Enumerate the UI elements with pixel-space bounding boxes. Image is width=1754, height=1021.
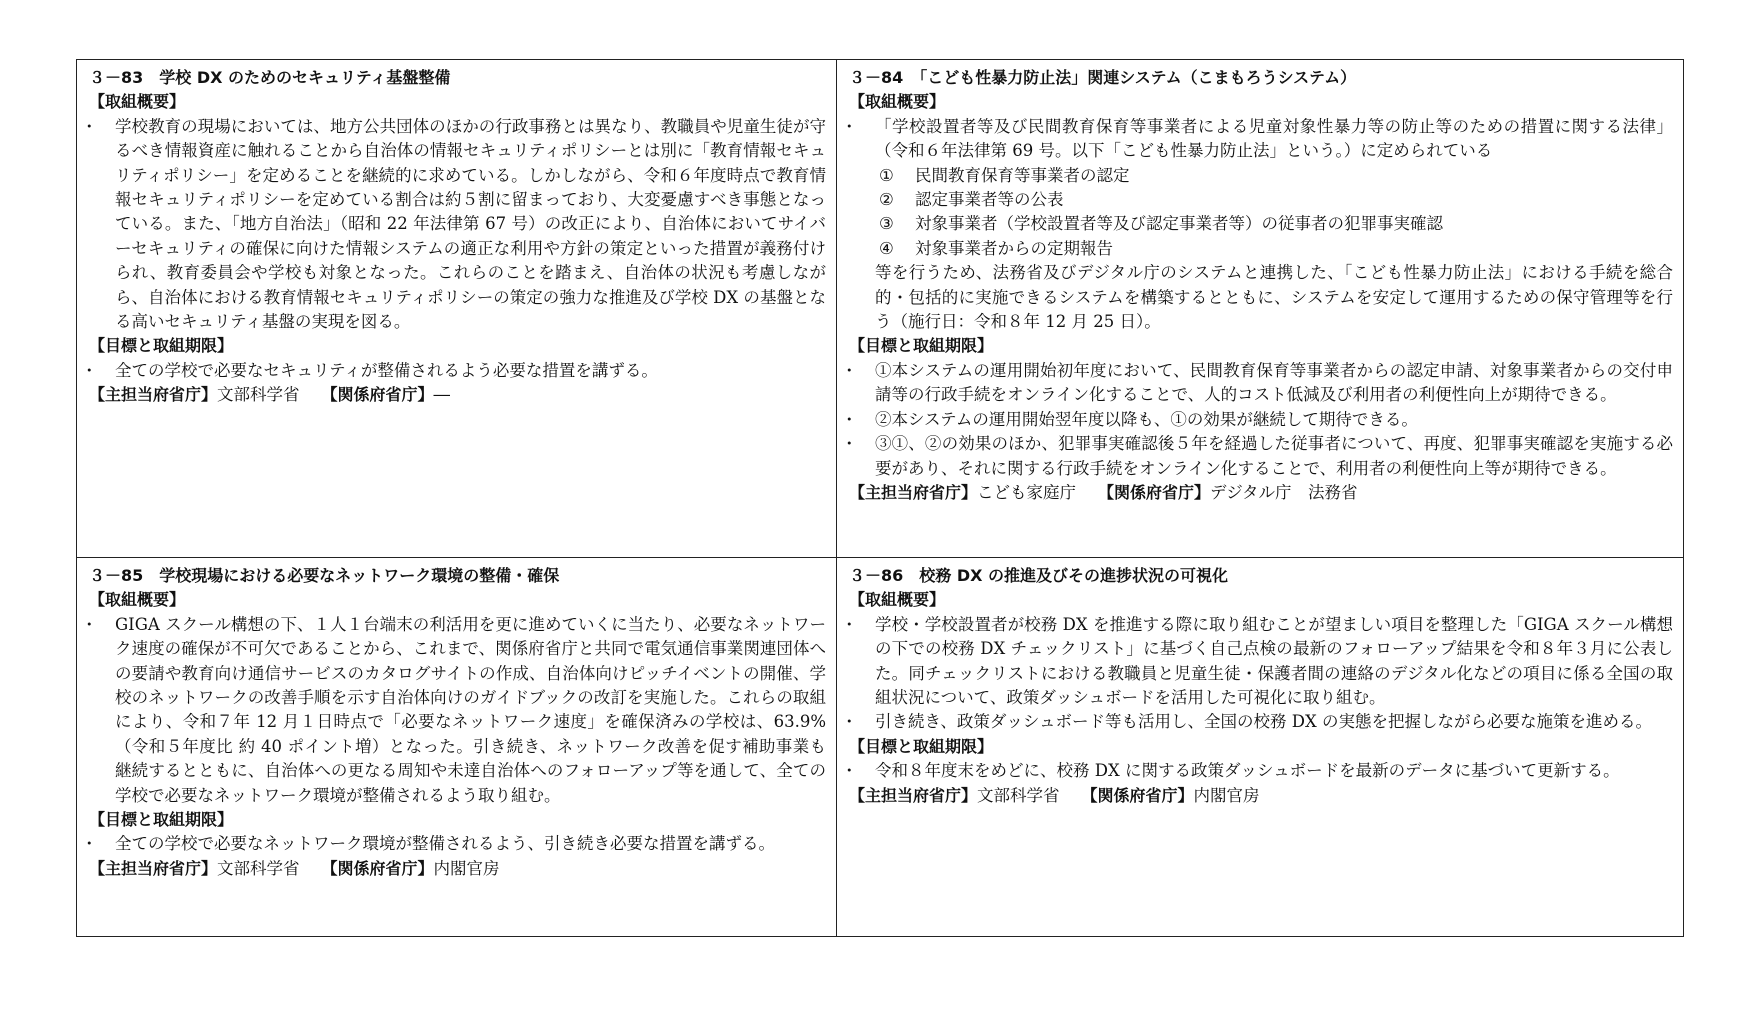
goal-bullet: ・ ②本システムの運用開始翌年度以降も、①の効果が継続して期待できる。 xyxy=(849,408,1673,432)
overview-heading: 【取組概要】 xyxy=(849,590,946,610)
measure-cell-3-85 xyxy=(77,558,837,936)
measure-cell-3-84 xyxy=(837,60,1683,558)
related-ministry-value: デジタル庁 法務省 xyxy=(1210,482,1358,502)
ministry-line xyxy=(89,383,826,407)
ministry-line xyxy=(849,481,1673,505)
overview-heading: 【取組概要】 xyxy=(89,590,186,610)
goal-bullet: ・ ①本システムの運用開始初年度において、民間教育保育等事業者からの認定申請、対象事業者からの交付申請等の行政手続をオンライン化することで、人的コスト低減及び利用者の利便性向上が期待できる。 xyxy=(849,359,1673,408)
goal-bullet: ・ 全ての学校で必要なネットワーク環境が整備されるよう、引き続き必要な措置を講ずる。 xyxy=(89,832,826,856)
overview-bullet: ・ 学校・学校設置者が校務 DX を推進する際に取り組むことが望ましい項目を整理した「GIGA スクール構想の下での校務 DX チェックリスト」に基づく自己点検の最新のフォローアップ結果を令和８年３月に公表した。同チェックリストにおける教職員と児童生徒・保護者間の連絡のデジタル化などの項目に係る全国の取組状況について、政策ダッシュボードを活用した可視化に取り組む。 xyxy=(849,613,1673,711)
goal-bullet: ・ 令和８年度末をめどに、校務 DX に関する政策ダッシュボードを最新のデータに基づいて更新する。 xyxy=(849,759,1673,783)
overview-item: ② 認定事業者等の公表 xyxy=(879,190,1064,210)
overview-bullet: ・ 学校教育の現場においては、地方公共団体のほかの行政事務とは異なり、教職員や児童生徒が守るべき情報資産に触れることから自治体の情報セキュリティポリシーとは別に「教育情報セキュリティポリシー」を定めることを継続的に求めている。しかしながら、令和６年度時点で教育情報セキュリティポリシーを定めている割合は約５割に留まっており、大変憂慮すべき事態となっている。また、「地方自治法」（昭和 22 年法律第 67 号）の改正により、自治体においてサイバーセキュリティの確保に向けた情報システムの適正な利用や方針の策定といった措置が義務付けられ、教育委員会や学校も対象となった。これらのことを踏まえ、自治体の状況も考慮しながら、自治体における教育情報セキュリティポリシーの策定の強力な推進及び学校 DX の基盤となる高いセキュリティ基盤の実現を図る。 xyxy=(89,115,826,335)
main-ministry-label: 【主担当府省庁】 xyxy=(849,785,978,805)
measures-table xyxy=(76,59,1684,937)
ministry-line xyxy=(849,784,1673,808)
measure-title: ３－83 学校 DX のためのセキュリティ基盤整備 xyxy=(89,68,451,87)
main-ministry-label: 【主担当府省庁】 xyxy=(89,385,218,405)
related-ministry-label: 【関係府省庁】 xyxy=(321,858,434,878)
overview-item: ③ 対象事業者（学校設置者等及び認定事業者等）の従事者の犯罪事実確認 xyxy=(879,214,1443,234)
measure-cell-3-83 xyxy=(77,60,837,558)
overview-heading: 【取組概要】 xyxy=(849,92,946,112)
measure-title: ３－85 学校現場における必要なネットワーク環境の整備・確保 xyxy=(89,566,560,585)
related-ministry-value: 内閣官房 xyxy=(433,858,500,878)
main-ministry-label: 【主担当府省庁】 xyxy=(89,858,218,878)
related-ministry-label: 【関係府省庁】 xyxy=(1081,785,1194,805)
main-ministry-value: こども家庭庁 xyxy=(977,482,1077,502)
goal-bullet: ・ ③①、②の効果のほか、犯罪事実確認後５年を経過した従事者について、再度、犯罪事実確認を実施する必要があり、それに関する行政手続をオンライン化することで、利用者の利便性向上等が期待できる。 xyxy=(849,432,1673,481)
overview-tail: 等を行うため、法務省及びデジタル庁のシステムと連携した、「こども性暴力防止法」における手続を総合的・包括的に実施できるシステムを構築するとともに、システムを安定して運用するための保守管理等を行う（施行日：令和８年 12 月 25 日）。 xyxy=(875,263,1673,332)
main-ministry-label: 【主担当府省庁】 xyxy=(849,482,978,502)
goal-heading: 【目標と取組期限】 xyxy=(89,810,234,830)
measure-cell-3-86 xyxy=(837,558,1683,936)
measure-title: ３－84 「こども性暴力防止法」関連システム（こまもろうシステム） xyxy=(849,68,1357,87)
overview-bullet: ・ GIGA スクール構想の下、１人１台端末の利活用を更に進めていくに当たり、必要なネットワーク速度の確保が不可欠であることから、これまで、関係府省庁と共同で電気通信事業関連団体への要請や教育向け通信サービスのカタログサイトの作成、自治体向けピッチイベントの開催、学校のネットワークの改善手順を示す自治体向けのガイドブックの改訂を実施した。これらの取組により、令和７年 12 月１日時点で「必要なネットワーク速度」を確保済みの学校は、63.9%（令和５年度比 約 40 ポイント増）となった。引き続き、ネットワーク改善を促す補助事業も継続するとともに、自治体への更なる周知や未達自治体へのフォローアップ等を通して、全ての学校で必要なネットワーク環境が整備されるよう取り組む。 xyxy=(89,613,826,808)
goal-heading: 【目標と取組期限】 xyxy=(89,336,234,356)
measure-title: ３－86 校務 DX の推進及びその進捗状況の可視化 xyxy=(849,566,1229,585)
goal-bullet: ・ 全ての学校で必要なセキュリティが整備されるよう必要な措置を講ずる。 xyxy=(89,359,826,383)
related-ministry-label: 【関係府省庁】 xyxy=(321,385,434,405)
main-ministry-value: 文部科学省 xyxy=(977,785,1060,805)
main-ministry-value: 文部科学省 xyxy=(217,385,300,405)
overview-item: ① 民間教育保育等事業者の認定 xyxy=(879,165,1130,185)
goal-heading: 【目標と取組期限】 xyxy=(849,736,994,756)
overview-item: ④ 対象事業者からの定期報告 xyxy=(879,238,1113,258)
goal-heading: 【目標と取組期限】 xyxy=(849,336,994,356)
related-ministry-value: ― xyxy=(433,385,451,405)
ministry-line xyxy=(89,857,826,881)
related-ministry-value: 内閣官房 xyxy=(1193,785,1260,805)
overview-bullet: ・ 「学校設置者等及び民間教育保育等事業者による児童対象性暴力等の防止等のための措置に関する法律」（令和６年法律第 69 号。以下「こども性暴力防止法」という。）に定められている xyxy=(849,115,1673,164)
overview-bullet: ・ 引き続き、政策ダッシュボード等も活用し、全国の校務 DX の実態を把握しながら必要な施策を進める。 xyxy=(849,710,1673,734)
related-ministry-label: 【関係府省庁】 xyxy=(1098,482,1211,502)
main-ministry-value: 文部科学省 xyxy=(217,858,300,878)
overview-heading: 【取組概要】 xyxy=(89,92,186,112)
